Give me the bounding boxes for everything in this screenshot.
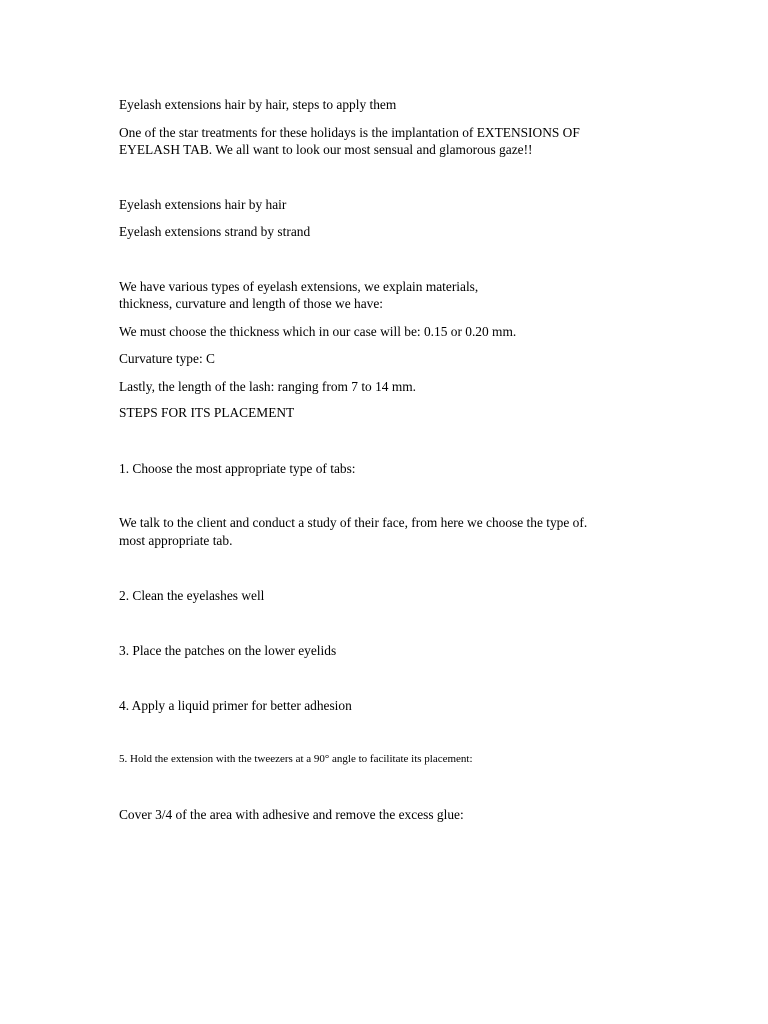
length-paragraph: Lastly, the length of the lash: ranging from 7 to 14 mm. [119,379,417,394]
thickness-paragraph: We must choose the thickness which in our case will be: 0.15 or 0.20 mm. [119,324,517,339]
step-1: 1. Choose the most appropriate type of tabs: [119,461,356,476]
curvature-paragraph: Curvature type: C [119,351,215,366]
subtitle-hair-by-hair: Eyelash extensions hair by hair [119,197,287,212]
types-paragraph-line-2: thickness, curvature and length of those we have: [119,296,384,311]
step-1-detail-line-1: We talk to the client and conduct a study of their face, from here we choose the type of. [119,515,588,530]
cover-paragraph: Cover 3/4 of the area with adhesive and remove the excess glue: [119,807,464,822]
types-paragraph-line-1: We have various types of eyelash extensions, we explain materials, [119,279,479,294]
intro-paragraph-line-2: EYELASH TAB. We all want to look our most sensual and glamorous gaze!! [119,142,533,157]
intro-paragraph-line-1: One of the star treatments for these holidays is the implantation of EXTENSIONS OF [119,125,580,140]
step-5: 5. Hold the extension with the tweezers at a 90° angle to facilitate its placement: [119,753,473,765]
step-1-detail-line-2: most appropriate tab. [119,533,233,548]
step-2: 2. Clean the eyelashes well [119,588,265,603]
step-4: 4. Apply a liquid primer for better adhesion [119,698,352,713]
document-title: Eyelash extensions hair by hair, steps to apply them [119,97,397,112]
steps-heading: STEPS FOR ITS PLACEMENT [119,405,295,420]
subtitle-strand-by-strand: Eyelash extensions strand by strand [119,224,311,239]
step-3: 3. Place the patches on the lower eyelids [119,643,337,658]
